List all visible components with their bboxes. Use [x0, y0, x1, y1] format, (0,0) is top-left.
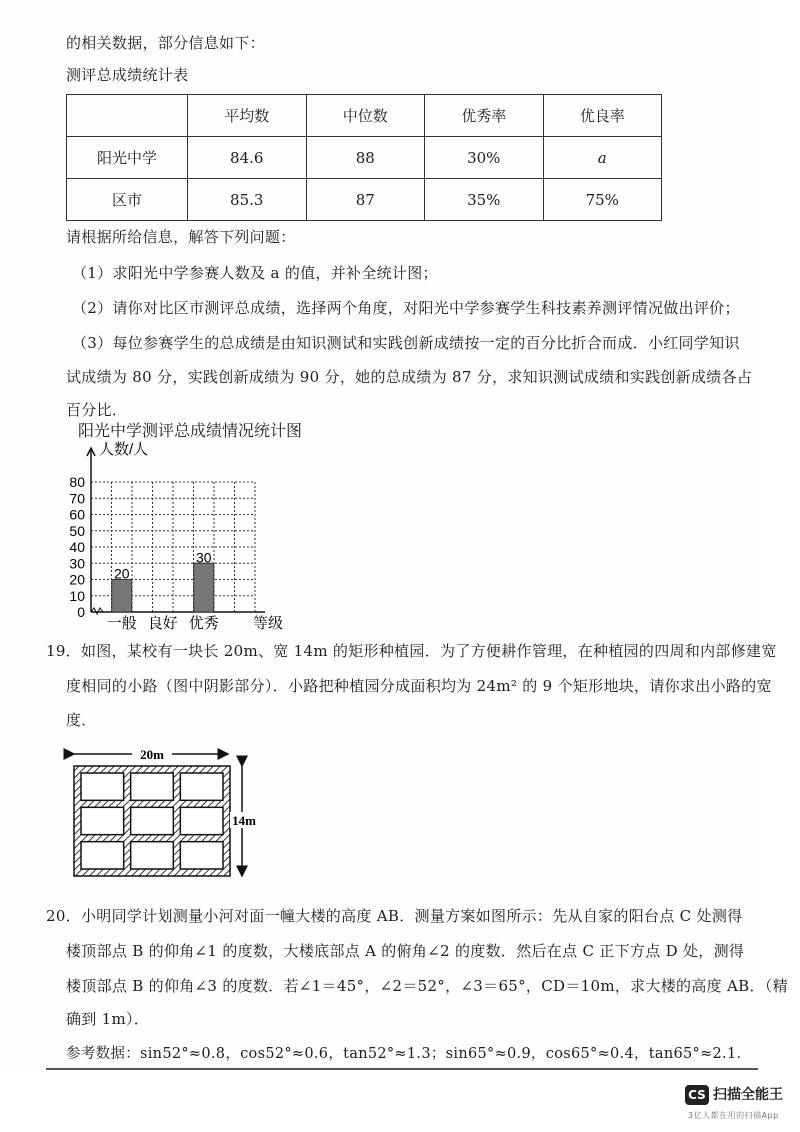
- problem-20-line-4: 确到 1m）．: [66, 1010, 150, 1028]
- page-bottom-rule: [46, 1068, 758, 1070]
- garden-plot: [81, 842, 124, 869]
- table-cell: 30%: [425, 137, 544, 179]
- table-cell: 75%: [543, 179, 662, 221]
- garden-plot: [180, 807, 223, 834]
- data-label: 30: [195, 549, 212, 566]
- problem-19-line-3: 度．: [66, 711, 97, 729]
- table-header-cell: 优秀率: [425, 95, 544, 137]
- table-header-cell: 平均数: [188, 95, 307, 137]
- table-header-cell: 中位数: [306, 95, 425, 137]
- bar-chart: [55, 440, 295, 630]
- x-tick-label: 一般: [106, 615, 137, 630]
- garden-plot: [180, 842, 223, 869]
- intro-line: 的相关数据，部分信息如下：: [66, 34, 265, 52]
- y-tick-label: 60: [69, 506, 85, 523]
- y-tick-label: 0: [77, 604, 85, 620]
- score-table: [66, 94, 662, 221]
- chart-title: 阳光中学测评总成绩情况统计图: [78, 421, 303, 440]
- camscanner-logo-icon: CS: [685, 1085, 709, 1105]
- y-tick-label: 50: [69, 522, 85, 539]
- table-cell: 阳光中学: [67, 137, 188, 179]
- table-cell: 87: [306, 179, 425, 221]
- garden-plot: [131, 807, 174, 834]
- table-cell: 85.3: [188, 179, 307, 221]
- question-3-line-1: （3）每位参赛学生的总成绩是由知识测试和实践创新成绩按一定的百分比折合而成．小红同学知识: [72, 334, 740, 352]
- camscanner-tagline: 3亿人都在用的扫描App: [688, 1111, 779, 1120]
- table-caption: 测评总成绩统计表: [66, 66, 189, 84]
- y-axis-label: 人数/人: [99, 441, 149, 458]
- table-header-cell: [67, 95, 188, 137]
- problem-20-line-2: 楼顶部点 B 的仰角∠1 的度数，大楼底部点 A 的俯角∠2 的度数．然后在点 C 正下方点 D 处，测得: [66, 942, 745, 960]
- reference-data: 参考数据：sin52°≈0.8，cos52°≈0.6，tan52°≈1.3；sin65°≈0.9，cos65°≈0.4，tan65°≈2.1．: [66, 1046, 752, 1062]
- axis-break-mark: [91, 608, 103, 614]
- x-axis-label: 等级: [253, 615, 284, 630]
- table-cell: 35%: [425, 179, 544, 221]
- data-label: 20: [113, 565, 130, 582]
- bar: [194, 563, 214, 612]
- garden-plot: [131, 842, 174, 869]
- table-cell: 84.6: [188, 137, 307, 179]
- camscanner-brand-name: 扫描全能王: [713, 1087, 783, 1103]
- y-tick-label: 40: [69, 539, 85, 555]
- problem-20-line-1: 20．小明同学计划测量小河对面一幢大楼的高度 AB．测量方案如图所示：先从自家的阳台点 C 处测得: [46, 907, 743, 925]
- x-tick-label: 良好: [147, 615, 178, 630]
- x-tick-label: 优秀: [188, 615, 219, 630]
- problem-19-line-1: 19．如图，某校有一块长 20m、宽 14m 的矩形种植园．为了方便耕作管理，在种植园的四周和内部修建宽: [46, 642, 777, 660]
- y-tick-label: 20: [69, 571, 85, 588]
- garden-plot: [81, 807, 124, 834]
- table-row: [67, 137, 662, 179]
- width-label: 20m: [140, 747, 164, 762]
- table-cell: 区市: [67, 179, 188, 221]
- y-tick-label: 30: [69, 555, 85, 572]
- y-tick-label: 80: [69, 474, 85, 490]
- bar: [112, 580, 132, 613]
- y-tick-label: 70: [69, 490, 85, 507]
- table-header-cell: 优良率: [543, 95, 662, 137]
- garden-plot: [81, 773, 124, 800]
- table-header-row: [67, 95, 662, 137]
- table-cell: a: [543, 137, 662, 179]
- table-row: [67, 179, 662, 221]
- y-tick-label: 10: [69, 587, 85, 604]
- problem-19-line-2: 度相同的小路（图中阴影部分）．小路把种植园分成面积均为 24m² 的 9 个矩形地块，请你求出小路的宽: [66, 677, 772, 695]
- question-3-line-3: 百分比．: [66, 401, 128, 419]
- garden-figure: [62, 740, 272, 890]
- question-2: （2）请你对比区市测评总成绩，选择两个角度，对阳光中学参赛学生科技素养测评情况做出评价；: [72, 299, 740, 317]
- garden-plot: [131, 773, 174, 800]
- height-label: 14m: [232, 813, 256, 828]
- table-cell: 88: [306, 137, 425, 179]
- question-3-line-2: 试成绩为 80 分，实践创新成绩为 90 分，她的总成绩为 87 分，求知识测试成绩和实践创新成绩各占: [66, 368, 753, 386]
- question-1: （1）求阳光中学参赛人数及 a 的值，并补全统计图；: [72, 264, 438, 282]
- instructions: 请根据所给信息，解答下列问题：: [66, 228, 296, 246]
- garden-plot: [180, 773, 223, 800]
- problem-20-line-3: 楼顶部点 B 的仰角∠3 的度数．若∠1＝45°，∠2＝52°，∠3＝65°，CD＝10m，求大楼的高度 AB．（精: [66, 977, 788, 995]
